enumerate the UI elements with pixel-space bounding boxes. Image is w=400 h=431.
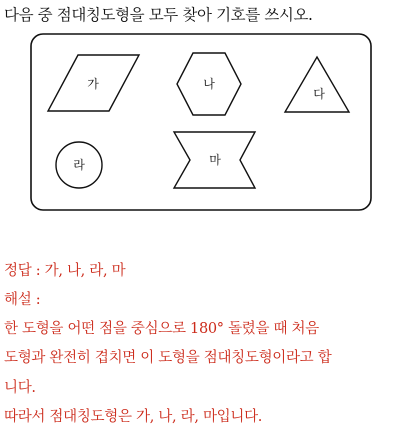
- triangle-label: 다: [313, 87, 325, 101]
- explanation-line-4: 따라서 점대칭도형은 가, 나, 라, 마입니다.: [4, 409, 263, 425]
- figure-frame: [31, 34, 371, 210]
- figure-box: [30, 33, 372, 211]
- answer-line: 정답 : 가, 나, 라, 마: [4, 263, 126, 279]
- question-text: 다음 중 점대칭도형을 모두 찾아 기호를 쓰시오.: [4, 6, 313, 24]
- explanation-line-2: 도형과 완전히 겹치면 이 도형을 점대칭도형이라고 합: [4, 350, 332, 366]
- triangle-shape: [285, 57, 349, 112]
- circle-label: 라: [73, 158, 85, 172]
- explanation-line-1: 한 도형을 어떤 점을 중심으로 180° 돌렸을 때 처음: [4, 321, 319, 337]
- hexagon-label: 나: [203, 77, 215, 91]
- bowtie-label: 마: [209, 153, 221, 167]
- explanation-line-3: 니다.: [4, 380, 36, 396]
- parallelogram-label: 가: [87, 77, 99, 91]
- explanation-heading: 해설 :: [4, 292, 41, 308]
